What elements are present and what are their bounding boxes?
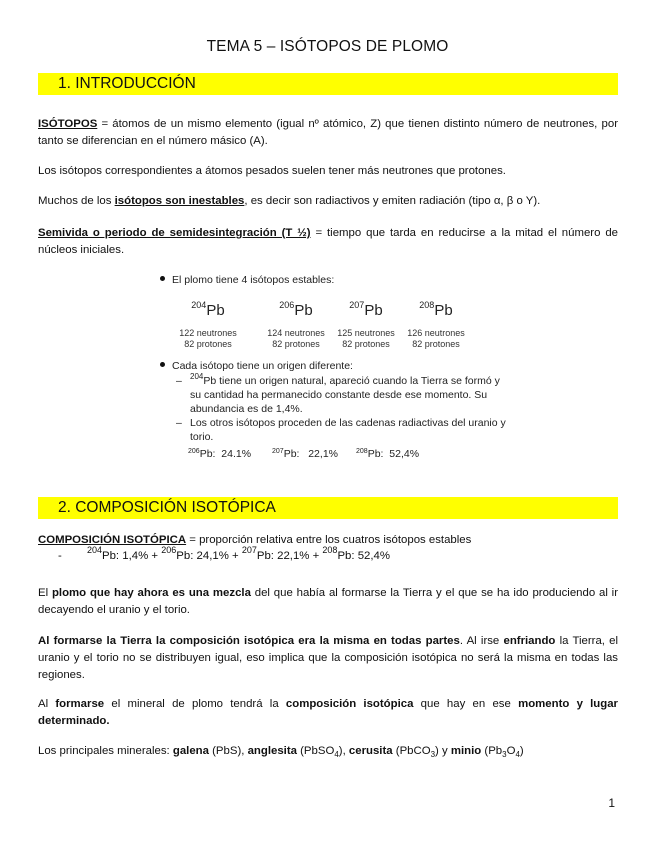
- mineral-galena: galena: [172, 745, 209, 757]
- mineral-anglesita: anglesita: [247, 745, 297, 757]
- mezcla-after: del que había al formarse la Tierra y el que se ha ido produciendo al ir decayendo el uranio y el torio.: [38, 587, 619, 616]
- isotope-card: [328, 302, 404, 350]
- isotope-element: Pb: [434, 302, 453, 319]
- paragraph-isotopos-definition: [38, 116, 618, 150]
- page-title: TEMA 5 – ISÓTOPOS DE PLOMO: [206, 38, 449, 55]
- isotope-neutrons: 124 neutrones: [267, 328, 325, 338]
- abundance-207: [272, 448, 338, 460]
- section-heading-composicion: 2. COMPOSICIÓN ISOTÓPICA: [38, 497, 618, 519]
- isotope-mass: 206: [279, 300, 295, 310]
- isotope-symbol: [398, 302, 474, 319]
- composition-item: $^{207}$Pb: 22,1% +: [241, 545, 320, 562]
- mineral-cerusita: cerusita: [348, 745, 393, 757]
- mineral-minio: minio: [450, 745, 482, 757]
- dash-icon: –: [176, 375, 182, 387]
- abundance-value: 22,1%: [308, 448, 338, 460]
- isotope-detail: [258, 328, 334, 350]
- paragraph-minerals: Los principales minerales: galena (PbS), anglesita (PbSO$_4$), cerusita (PbCO$_3$) y minio $(Pb_3O_4)$: [38, 745, 524, 759]
- abundance-value: 52,4%: [389, 448, 420, 460]
- dash-icon: –: [176, 417, 182, 429]
- abundance-label: Pb:: [199, 448, 216, 460]
- isotope-detail: [328, 328, 404, 350]
- isotope-protons: 82 protones: [184, 339, 232, 349]
- paragraph-mezcla: [38, 585, 618, 619]
- mineral-mid2: que hay en ese: [413, 698, 519, 710]
- abundance-mass: 208: [356, 448, 368, 455]
- minerals-before: Los principales minerales:: [38, 745, 173, 757]
- figure-bullet-stable: [160, 274, 334, 286]
- figure-bullet-stable-text: El plomo tiene 4 isótopos estables:: [172, 274, 335, 286]
- isotope-mass: 208: [419, 300, 435, 310]
- term-momento-lugar: momento y lugar determinado.: [38, 698, 618, 727]
- term-formarse: formarse: [55, 698, 105, 710]
- origin-204-line: abundancia es de 1,4%.: [190, 403, 303, 415]
- mezcla-before: El: [38, 587, 52, 599]
- abundance-mass: 207: [272, 448, 284, 455]
- isotope-element: Pb: [206, 302, 225, 319]
- composition-values-line: [58, 545, 391, 562]
- isotope-neutrons: 125 neutrones: [337, 328, 395, 338]
- paragraph-semivida: [38, 225, 618, 259]
- isotope-card: [398, 302, 474, 350]
- paragraph-heavy-atoms: Los isótopos correspondientes a átomos pesados suelen tener más neutrones que protones.: [38, 165, 506, 177]
- term-isotopos: ISÓTOPOS: [38, 118, 98, 130]
- paragraph-mineral: [38, 696, 618, 730]
- unstable-before: Muchos de los: [38, 195, 115, 207]
- isotope-neutrons: 122 neutrones: [179, 328, 237, 338]
- paragraph-unstable-isotopes: [38, 193, 618, 210]
- figure-bullet-origin-text: Cada isótopo tiene un origen diferente:: [172, 360, 353, 372]
- bullet-dot-icon: [160, 276, 165, 281]
- isotope-detail: [398, 328, 474, 350]
- isotope-element: Pb: [294, 302, 313, 319]
- semivida-text: = tiempo que tarda en reducirse a la mitad el número de núcleos iniciales.: [38, 227, 619, 256]
- term-semivida: Semivida o periodo de semidesintegración (T ½): [38, 227, 311, 239]
- unstable-after: , es decir son radiactivos y emiten radiación (tipo α, β o Y).: [244, 195, 541, 207]
- paragraph-formation: [38, 633, 618, 684]
- origin-others-line: torio.: [190, 431, 214, 443]
- composicion-definition-text: = proporción relativa entre los cuatros isótopos estables: [186, 534, 472, 546]
- figure-bullet-origin: [160, 360, 353, 372]
- term-enfriando: enfriando: [503, 635, 556, 647]
- isotope-symbol: [258, 302, 334, 319]
- formation-after: la Tierra, el uranio y el torio no se distribuyen igual, eso implica que la composición isotópica no será la misma en todas las regiones.: [38, 635, 619, 681]
- abundance-208: [356, 448, 419, 460]
- abundance-mass: 206: [188, 448, 200, 455]
- lead-isotopes-figure: [150, 268, 510, 468]
- isotope-detail: [170, 328, 246, 350]
- dash-icon: -: [58, 550, 62, 562]
- isotope-protons: 82 protones: [342, 339, 390, 349]
- isotope-protons: 82 protones: [272, 339, 320, 349]
- origin-204-line: [190, 372, 500, 388]
- isotope-card: [170, 302, 246, 350]
- term-composicion-isotopica: COMPOSICIÓN ISOTÓPICA: [38, 534, 187, 546]
- isotope-symbol: [328, 302, 404, 319]
- abundance-label: Pb:: [367, 448, 384, 460]
- term-unstable-isotopes: isótopos son inestables: [114, 195, 245, 207]
- isotope-card: [258, 302, 334, 350]
- composition-item: $^{208}$Pb: 52,4%: [322, 545, 391, 562]
- isotope-mass: 204: [191, 300, 207, 310]
- page-number: 1: [608, 796, 615, 810]
- isotope-protons: 82 protones: [412, 339, 460, 349]
- section-heading-introduccion: 1. INTRODUCCIÓN: [38, 73, 618, 95]
- origin-others-line: Los otros isótopos proceden de las cadenas radiactivas del uranio y: [190, 417, 506, 429]
- term-composicion: composición isotópica: [285, 698, 414, 710]
- mineral-before: Al: [38, 698, 56, 710]
- origin-204-mass: 204: [190, 372, 204, 381]
- isotope-mass: 207: [349, 300, 365, 310]
- bullet-dot-icon: [160, 362, 165, 367]
- term-mezcla: plomo que hay ahora es una mezcla: [51, 587, 251, 599]
- abundance-206: [188, 448, 251, 460]
- composition-item: $^{206}$Pb: 24,1% +: [161, 545, 239, 562]
- isotope-symbol: [170, 302, 246, 319]
- isotope-neutrons: 126 neutrones: [407, 328, 465, 338]
- origin-204-line: su cantidad ha permanecido constante desde ese momento. Su: [190, 389, 488, 401]
- origin-204-text: Pb tiene un origen natural, apareció cuando la Tierra se formó y: [203, 375, 500, 387]
- abundance-label: Pb:: [283, 448, 300, 460]
- isotope-element: Pb: [364, 302, 383, 319]
- abundance-value: 24.1%: [221, 448, 252, 460]
- formation-mid: . Al irse: [459, 635, 504, 647]
- mineral-mid1: el mineral de plomo tendrá la: [104, 698, 286, 710]
- isotopos-definition-text: = átomos de un mismo elemento (igual nº atómico, Z) que tienen distinto número de neutrones, por tanto se diferencian en el número másico (A).: [38, 118, 618, 147]
- composition-item: $^{204}$Pb: 1,4% +: [86, 545, 159, 562]
- term-formation: Al formarse la Tierra la composición isotópica era la misma en todas partes: [38, 635, 460, 647]
